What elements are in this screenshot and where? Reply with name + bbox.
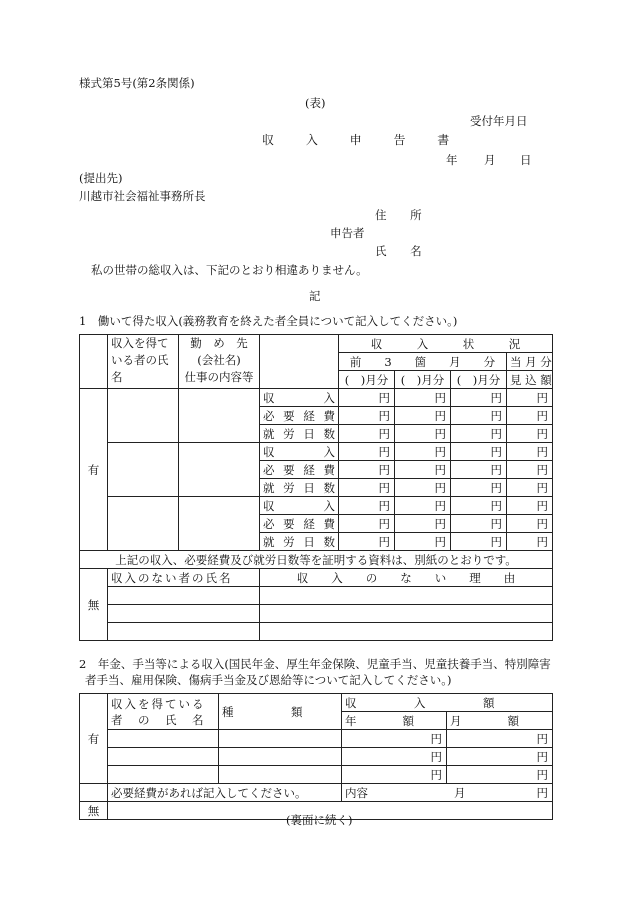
col-month-2: ( )月分 — [395, 371, 451, 389]
yen-label: 円 — [536, 785, 548, 800]
amount-cell[interactable]: 円 — [451, 407, 507, 425]
amount-cell[interactable]: 円 — [395, 461, 451, 479]
row-label: 就労日数 — [260, 533, 339, 551]
amount-cell[interactable]: 円 — [451, 461, 507, 479]
col-curr-estimate: 見 込 額 — [507, 371, 553, 389]
month-label: 月 — [454, 785, 466, 800]
type-cell[interactable] — [219, 766, 342, 784]
page-title: 収 入 申 告 書 — [262, 133, 464, 147]
date-year: 年 — [446, 153, 458, 167]
col-type-header: 種 類 — [219, 694, 342, 730]
name-label: 氏 名 — [375, 244, 432, 258]
expense-note: 必要経費があれば記入してください。 — [108, 784, 342, 802]
workplace-cell[interactable] — [179, 443, 260, 497]
col-annual-header: 年 額 — [342, 712, 447, 730]
row-yes-label: 有 — [80, 694, 108, 784]
amount-cell[interactable]: 円 — [451, 515, 507, 533]
amount-cell[interactable]: 円 — [451, 389, 507, 407]
row-label: 収 入 — [260, 443, 339, 461]
submit-to-label: (提出先) — [79, 171, 123, 185]
earner-name-cell[interactable] — [108, 730, 219, 748]
col-month-3: ( )月分 — [451, 371, 507, 389]
amount-cell[interactable]: 円 — [507, 533, 553, 551]
amount-cell[interactable]: 円 — [339, 389, 395, 407]
amount-cell[interactable]: 円 — [451, 443, 507, 461]
evidence-note: 上記の収入、必要経費及び就労日数等を証明する資料は、別紙のとおりです。 — [80, 551, 553, 569]
receipt-date: 受付年月日 — [470, 114, 528, 128]
col-monthly-header: 月 額 — [447, 712, 553, 730]
monthly-amount-cell[interactable]: 円 — [447, 748, 553, 766]
col-work-header — [179, 335, 260, 389]
type-cell[interactable] — [219, 748, 342, 766]
content-label: 内容 — [345, 785, 368, 800]
continued-note: (裏面に続く) — [286, 813, 353, 827]
date-month: 月 — [484, 153, 496, 167]
amount-cell[interactable]: 円 — [395, 515, 451, 533]
col-prev-header: 前 3 箇 月 分 — [339, 353, 507, 371]
amount-cell[interactable]: 円 — [395, 479, 451, 497]
amount-cell[interactable]: 円 — [395, 497, 451, 515]
col-work-line: 仕事の内容等 — [184, 370, 254, 384]
amount-cell[interactable]: 円 — [339, 461, 395, 479]
amount-cell[interactable]: 円 — [395, 407, 451, 425]
earner-name-cell[interactable] — [108, 389, 179, 443]
pension-income-table — [79, 693, 553, 820]
col-work-line: (会社名) — [197, 353, 241, 367]
col-earner-line: 者 の 氏 名 — [111, 712, 206, 727]
amount-cell[interactable]: 円 — [507, 461, 553, 479]
amount-cell[interactable]: 円 — [507, 407, 553, 425]
earner-name-cell[interactable] — [108, 748, 219, 766]
amount-cell[interactable]: 円 — [507, 425, 553, 443]
amount-cell[interactable]: 円 — [451, 533, 507, 551]
record-label: 記 — [309, 289, 321, 303]
header-blank — [260, 335, 339, 389]
amount-cell[interactable]: 円 — [507, 479, 553, 497]
no-income-reason-cell[interactable] — [260, 623, 553, 641]
amount-cell[interactable]: 円 — [395, 425, 451, 443]
amount-cell[interactable]: 円 — [339, 407, 395, 425]
amount-cell[interactable]: 円 — [339, 497, 395, 515]
row-yes-label: 有 — [80, 389, 108, 551]
col-work-line: 勤 め 先 — [190, 336, 248, 350]
amount-cell[interactable]: 円 — [339, 515, 395, 533]
address-label: 住 所 — [375, 208, 432, 222]
amount-cell[interactable]: 円 — [395, 443, 451, 461]
row-label: 就労日数 — [260, 425, 339, 443]
section1-heading: 1 働いて得た収入(義務教育を終えた者全員について記入してください。) — [79, 314, 458, 328]
applicant-label: 申告者 — [330, 226, 365, 240]
no-income-reason-header: 収 入 の な い 理 由 — [260, 569, 553, 587]
row-no-label: 無 — [80, 569, 108, 641]
row-label: 収 入 — [260, 497, 339, 515]
amount-cell[interactable]: 円 — [507, 443, 553, 461]
amount-cell[interactable]: 円 — [339, 479, 395, 497]
section2-heading-1: 2 年金、手当等による収入(国民年金、厚生年金保険、児童手当、児童扶養手当、特別障害 — [79, 657, 551, 671]
row-label: 必要経費 — [260, 407, 339, 425]
workplace-cell[interactable] — [179, 497, 260, 551]
row-label: 必要経費 — [260, 461, 339, 479]
earner-name-cell[interactable] — [108, 497, 179, 551]
blank-cell — [80, 784, 108, 802]
annual-amount-cell[interactable]: 円 — [342, 730, 447, 748]
amount-cell[interactable]: 円 — [339, 533, 395, 551]
no-income-reason-cell[interactable] — [260, 587, 553, 605]
amount-cell[interactable]: 円 — [451, 479, 507, 497]
date-day: 日 — [520, 153, 532, 167]
form-number: 様式第5号(第2条関係) — [79, 76, 195, 90]
type-cell[interactable] — [219, 730, 342, 748]
declaration: 私の世帯の総収入は、下記のとおり相違ありません。 — [91, 263, 368, 277]
row-label: 必要経費 — [260, 515, 339, 533]
col-earner-line: いる者の氏 — [111, 353, 169, 367]
amount-cell[interactable]: 円 — [395, 533, 451, 551]
amount-cell[interactable]: 円 — [507, 515, 553, 533]
row-no-label: 無 — [80, 802, 108, 820]
col-earner-line: 収入を得ている — [111, 696, 206, 711]
monthly-amount-cell[interactable]: 円 — [447, 766, 553, 784]
col-amount-header: 収 入 額 — [342, 694, 553, 712]
front-label: (表) — [305, 96, 326, 110]
earner-name-cell[interactable] — [108, 766, 219, 784]
amount-cell[interactable]: 円 — [339, 425, 395, 443]
monthly-amount-cell[interactable]: 円 — [447, 730, 553, 748]
amount-cell[interactable]: 円 — [339, 443, 395, 461]
header-blank — [80, 335, 108, 389]
work-income-table — [79, 334, 553, 641]
amount-cell[interactable]: 円 — [507, 497, 553, 515]
no-income-name-header: 収入のない者の氏名 — [108, 569, 260, 587]
no-income-reason-cell[interactable] — [260, 605, 553, 623]
no-income-name-cell[interactable] — [108, 587, 260, 605]
col-earner-line: 収入を得て — [111, 336, 169, 350]
earner-name-cell[interactable] — [108, 443, 179, 497]
no-income-name-cell[interactable] — [108, 623, 260, 641]
amount-cell[interactable]: 円 — [395, 389, 451, 407]
section2-heading-2: 者手当、雇用保険、傷病手当金及び恩給等について記入してください。) — [85, 673, 452, 687]
expense-content-cell[interactable] — [342, 784, 553, 802]
workplace-cell[interactable] — [179, 389, 260, 443]
row-label: 収 入 — [260, 389, 339, 407]
col-status-header: 収 入 状 況 — [339, 335, 553, 353]
col-earner-line: 名 — [111, 370, 123, 384]
col-earner-header — [108, 694, 219, 730]
col-month-1: ( )月分 — [339, 371, 395, 389]
col-earner-header — [108, 335, 179, 389]
row-label: 就労日数 — [260, 479, 339, 497]
annual-amount-cell[interactable]: 円 — [342, 766, 447, 784]
annual-amount-cell[interactable]: 円 — [342, 748, 447, 766]
submit-to: 川越市社会福祉事務所長 — [79, 189, 206, 203]
amount-cell[interactable]: 円 — [451, 425, 507, 443]
no-income-name-cell[interactable] — [108, 605, 260, 623]
amount-cell[interactable]: 円 — [451, 497, 507, 515]
amount-cell[interactable]: 円 — [507, 389, 553, 407]
col-curr-header: 当 月 分 — [507, 353, 553, 371]
